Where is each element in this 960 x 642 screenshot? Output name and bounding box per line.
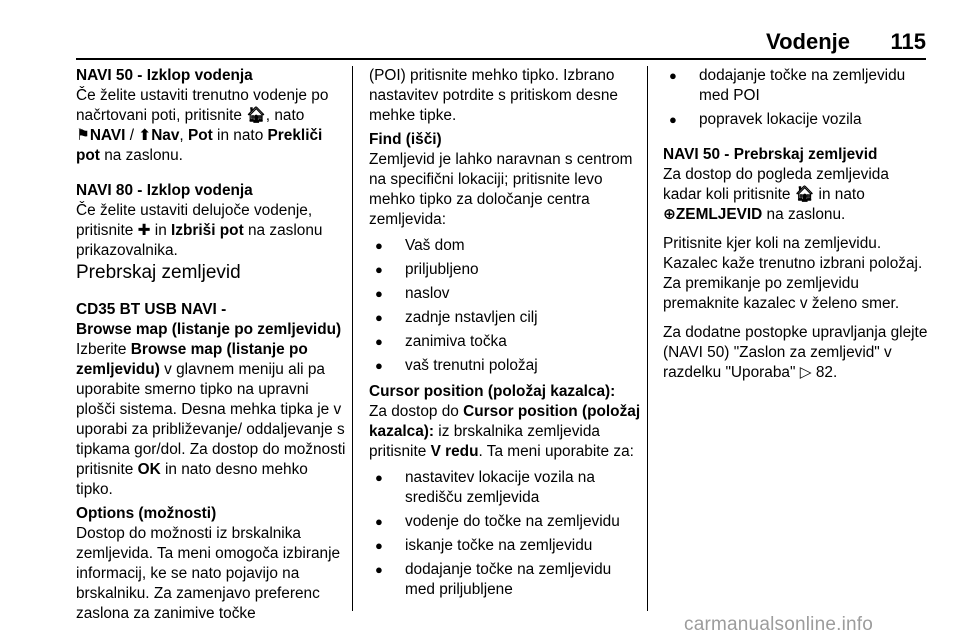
section-title: Prebrskaj zemljevid (76, 262, 241, 283)
cursor-list-continued (663, 66, 931, 130)
list-item: ● vaš trenutni položaj (369, 356, 641, 376)
list-item: ● nastavitev lokacije vozila na središču zemljevida (369, 468, 641, 508)
cd35-text: Izberite Browse map (listanje po zemljevidu) v glavnem meniju ali pa uporabite smerno tipko na upravni plošči sistema. Desna mehka tipka je v uporabi za približevanje/ oddaljevanje s tipkama gor/dol. Za dostop do možnosti pritisnite OK in nato desno mehko tipko. (76, 341, 346, 498)
page-number: 115 (890, 29, 926, 54)
cursor-move-text: Pritisnite kjer koli na zemljevidu. Kazalec kaže trenutno izbrani položaj. Za premikanje po zemljevidu premaknite kazalec v želeno smer. (663, 235, 923, 312)
column-3 (663, 66, 931, 383)
column-1 (76, 66, 346, 624)
list-item: ● dodajanje točke na zemljevidu med priljubljene (369, 560, 641, 600)
nav-arrow-icon: ⬆︎ (138, 127, 152, 144)
navi50-browse-text: Za dostop do pogleda zemljevida kadar koli pritisnite 🏠︎ in nato ⊕ZEMLJEVID na zaslonu. (663, 166, 889, 223)
cursor-heading: Cursor position (položaj kazalca): (369, 383, 616, 400)
poi-continued-text: (POI) pritisnite mehko tipko. Izbrano nastavitev potrdite s pritiskom desne mehke tipke. (369, 67, 618, 124)
navi50-browse-heading: NAVI 50 - Prebrskaj zemljevid (663, 146, 878, 163)
cd35-heading: CD35 BT USB NAVI - Browse map (listanje po zemljevidu) (76, 301, 342, 338)
find-list (369, 236, 641, 376)
column-2 (369, 66, 641, 600)
home-icon: 🏠︎ (246, 107, 266, 124)
column-separator-1 (352, 66, 353, 611)
find-text: Zemljevid je lahko naravnan s centrom na specifični lokaciji; pritisnite levo mehko tipko za določanje centra zemljevida: (369, 151, 633, 228)
list-item: ● popravek lokacije vozila (663, 110, 931, 130)
options-text: Dostop do možnosti iz brskalnika zemljevida. Ta meni omogoča izbiranje informacij, ke se nato pojavijo na brskalniku. Za zamenjavo preferenc zaslona za zanimive točke (76, 525, 341, 622)
navi80-stop-heading: NAVI 80 - Izklop vodenja (76, 182, 253, 199)
list-item: ● naslov (369, 284, 641, 304)
list-item: ● dodajanje točke na zemljevidu med POI (663, 66, 931, 106)
list-item: ● zadnje nstavljen cilj (369, 308, 641, 328)
navi80-stop-text: Če želite ustaviti delujoče vodenje, pritisnite ✚ in Izbriši pot na zaslonu prikazovalnika. (76, 202, 323, 259)
page-ref-arrow-icon: ▷ (799, 364, 812, 381)
find-heading: Find (išči) (369, 131, 442, 148)
reference-text: Za dodatne postopke upravljanja glejte (NAVI 50) "Zaslon za zemljevid" v razdelku "Uporaba" ▷ 82. (663, 324, 928, 381)
column-separator-2 (647, 66, 648, 611)
list-item: ● priljubljeno (369, 260, 641, 280)
list-item: ● zanimiva točka (369, 332, 641, 352)
options-heading: Options (možnosti) (76, 505, 217, 522)
plus-icon: ✚ (137, 222, 151, 239)
cursor-text: Za dostop do Cursor position (položaj kazalca): iz brskalnika zemljevida pritisnite V redu. Ta meni uporabite za: (369, 403, 641, 460)
header-title: Vodenje (766, 29, 850, 54)
header-rule (76, 58, 926, 60)
list-item: ● Vaš dom (369, 236, 641, 256)
watermark: carmanualsonline.info (684, 614, 874, 635)
navi50-stop-heading: NAVI 50 - Izklop vodenja (76, 67, 253, 84)
home-icon: 🏠︎ (794, 186, 815, 203)
flag-icon: ⚑ (76, 127, 90, 144)
cursor-list (369, 468, 641, 600)
globe-icon: ⊕ (663, 206, 676, 223)
navi50-stop-text: Če želite ustaviti trenutno vodenje po načrtovani poti, pritisnite 🏠︎, nato ⚑NAVI / ⬆︎Nav, Pot in nato Prekliči pot na zaslonu. (76, 87, 329, 164)
list-item: ● iskanje točke na zemljevidu (369, 536, 641, 556)
list-item: ● vodenje do točke na zemljevidu (369, 512, 641, 532)
